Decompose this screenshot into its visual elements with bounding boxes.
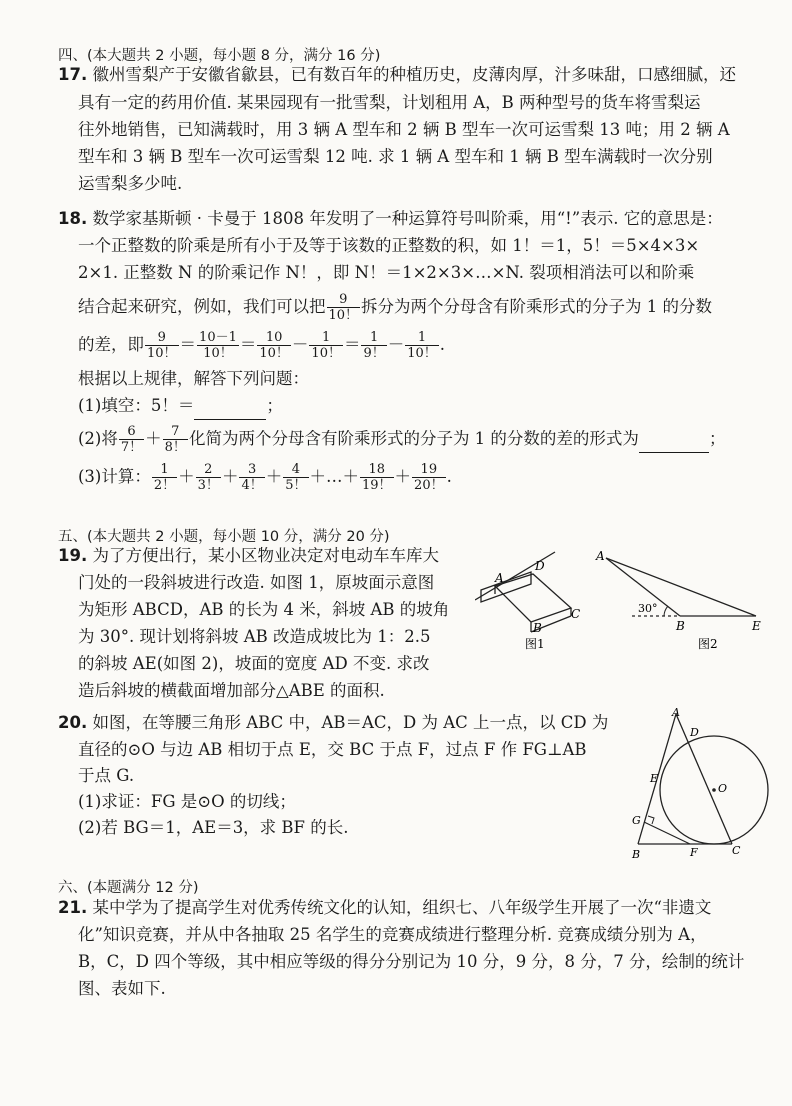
label-c: C [571, 607, 581, 621]
section-4-header: 四、(本大题共 2 小题，每小题 8 分，满分 16 分) [58, 48, 381, 64]
label-g: G [632, 814, 641, 827]
label-e: E [752, 619, 761, 633]
fraction: $\frac{4}{5!}$ [285, 462, 307, 493]
fraction: $\frac{3}{4!}$ [241, 462, 263, 493]
fraction: $\frac{10-1}{10!}$ [199, 330, 237, 361]
figure-1-slope-diagram [475, 548, 593, 654]
q18-part-2b: 化简为两个分母含有阶乘形式的分子为 1 的分数的差的形式为 [188, 429, 639, 448]
q17-line-3: 往外地销售，已知满载时，用 3 辆 A 型车和 2 辆 B 型车一次可运雪梨 13 吨；用 2 辆 A [78, 120, 730, 139]
q19-line-5: 的斜坡 AE(如图 2)，坡面的宽度 AD 不变. 求改 [78, 654, 430, 673]
fraction: $\frac{1}{2!}$ [153, 462, 176, 493]
q19-line-6: 造后斜坡的横截面增加部分△ABE 的面积. [78, 681, 385, 700]
q18-part-2a: (2)将 [78, 429, 118, 448]
question-number: 20. [58, 713, 88, 732]
q19-line-3: 为矩形 ABCD，AB 的长为 4 米，斜坡 AB 的坡角 [78, 600, 450, 619]
plus-sign: ＋ [265, 467, 283, 486]
fraction: $\frac{1}{9!}$ [363, 330, 385, 361]
minus-sign: － [387, 335, 405, 354]
semicolon: ； [266, 396, 283, 415]
label-e: E [650, 772, 659, 785]
semicolon: ； [708, 429, 726, 448]
label-a: A [596, 549, 605, 563]
q19-line-2: 门处的一段斜坡进行改造. 如图 1，原坡面示意图 [78, 573, 435, 592]
q20-line-4: (1)求证：FG 是⊙O 的切线； [78, 792, 296, 811]
q18-part-3a: (3)计算： [78, 467, 151, 486]
q18-line-1: 数学家基斯顿 · 卡曼于 1808 年发明了一种运算符号叫阶乘，用“!”表示. 它的意思是： [92, 209, 723, 228]
fraction: $\frac{2}{3!}$ [197, 462, 219, 493]
fraction: $\frac{1}{10!}$ [311, 330, 341, 361]
q19-line-1: 为了方便出行，某小区物业决定对电动车车库大 [92, 546, 439, 565]
plus-sign: ＋ [145, 429, 162, 448]
section-5-header: 五、(本大题共 2 小题，每小题 10 分，满分 20 分) [58, 529, 390, 545]
q18-part-3 [78, 462, 452, 493]
fraction: $\frac{7}{8!}$ [164, 424, 186, 455]
answer-blank[interactable] [194, 393, 266, 420]
label-d: D [535, 559, 545, 573]
q21-line-1: 某中学为了提高学生对优秀传统文化的认知，组织七、八年级学生开展了一次“非遗文 [92, 898, 712, 917]
q18-part-2 [78, 424, 725, 455]
figure-1-caption: 图1 [525, 637, 545, 651]
fraction: $\frac{1}{10!}$ [407, 330, 437, 361]
fraction: $\frac{6}{7!}$ [120, 424, 143, 455]
question-number: 19. [58, 546, 88, 565]
q18-line-4b: 拆分为两个分母含有阶乘形式的分子为 1 的分数 [361, 297, 713, 316]
q17-line-5: 运雪梨多少吨. [78, 174, 183, 193]
q18-line-4a: 结合起来研究，例如，我们可以把 [78, 297, 326, 316]
label-b: B [632, 848, 641, 861]
q18-line-5a: 的差，即 [78, 335, 144, 354]
equals-sign: ＝ [343, 335, 361, 354]
fraction: $\frac{9}{10!}$ [328, 292, 359, 323]
q18-part-1-text: (1)填空：5！＝ [78, 396, 195, 415]
question-number: 18. [58, 209, 88, 228]
period: . [439, 335, 446, 354]
period: . [446, 467, 452, 486]
plus-sign: ＋ [178, 467, 195, 486]
minus-sign: － [291, 335, 309, 354]
q18-line-4 [78, 292, 712, 323]
label-a: A [672, 706, 680, 719]
q19-line-4: 为 30°. 现计划将斜坡 AB 改造成坡比为 1：2.5 [78, 627, 431, 646]
fraction: $\frac{19}{20!}$ [414, 462, 444, 493]
q21-line-4: 图、表如下. [78, 979, 166, 998]
label-c: C [732, 844, 741, 857]
q17-line-1: 徽州雪梨产于安徽省歙县，已有数百年的种植历史，皮薄肉厚，汁多味甜，口感细腻，还 [92, 65, 736, 84]
q18-line-3: 2×1. 正整数 N 的阶乘记作 N！，即 N！＝1×2×3×…×N. 裂项相消法可以和阶乘 [78, 263, 695, 282]
q20-line-2: 直径的⊙O 与边 AB 相切于点 E，交 BC 于点 F，过点 F 作 FG⊥AB [78, 740, 587, 759]
equals-sign: ＝ [239, 335, 257, 354]
section-6-header: 六、(本题满分 12 分) [58, 880, 199, 896]
q18-line-2: 一个正整数的阶乘是所有小于及等于该数的正整数的积，如 1！＝1，5！＝5×4×3× [78, 236, 700, 255]
label-f: F [690, 846, 698, 859]
figure-2-triangle-diagram [592, 546, 772, 654]
q18-line-5 [78, 330, 445, 361]
fraction: $\frac{9}{10!}$ [147, 330, 177, 361]
q21-line-3: B，C，D 四个等级，其中相应等级的得分分别记为 10 分，9 分，8 分，7 分，绘制的统计 [78, 952, 745, 971]
question-number: 17. [58, 65, 88, 84]
fraction: $\frac{10}{10!}$ [259, 330, 289, 361]
q18-line-6: 根据以上规律，解答下列问题： [78, 369, 309, 388]
label-b: B [533, 621, 542, 635]
fraction: $\frac{18}{19!}$ [362, 462, 392, 493]
label-b: B [676, 619, 685, 633]
label-d: D [690, 726, 699, 739]
label-o: O [718, 782, 728, 795]
q17-line-2: 具有一定的药用价值. 某果园现有一批雪梨，计划租用 A，B 两种型号的货车将雪梨运 [78, 93, 701, 112]
q20-line-1: 如图，在等腰三角形 ABC 中，AB＝AC，D 为 AC 上一点，以 CD 为 [92, 713, 609, 732]
plus-sign: ＋ [394, 467, 412, 486]
q17-line-4: 型车和 3 辆 B 型车一次可运雪梨 12 吨. 求 1 辆 A 型车和 1 辆 B 型车满载时一次分别 [78, 147, 713, 166]
figure-2-caption: 图2 [698, 637, 718, 651]
q20-line-5: (2)若 BG＝1，AE＝3，求 BF 的长. [78, 818, 349, 837]
answer-blank[interactable] [639, 426, 709, 453]
figure-circle-triangle [618, 704, 788, 862]
q21-line-2: 化”知识竞赛，并从中各抽取 25 名学生的竞赛成绩进行整理分析. 竞赛成绩分别为 A， [78, 925, 707, 944]
q20-line-3: 于点 G. [78, 766, 135, 785]
plus-sign: ＋ [221, 467, 239, 486]
q18-part-1 [78, 393, 283, 420]
equals-sign: ＝ [179, 335, 197, 354]
angle-label: 30° [638, 602, 658, 615]
label-a: A [495, 571, 504, 585]
question-number: 21. [58, 898, 88, 917]
ellipsis-sum: ＋…＋ [309, 467, 359, 486]
